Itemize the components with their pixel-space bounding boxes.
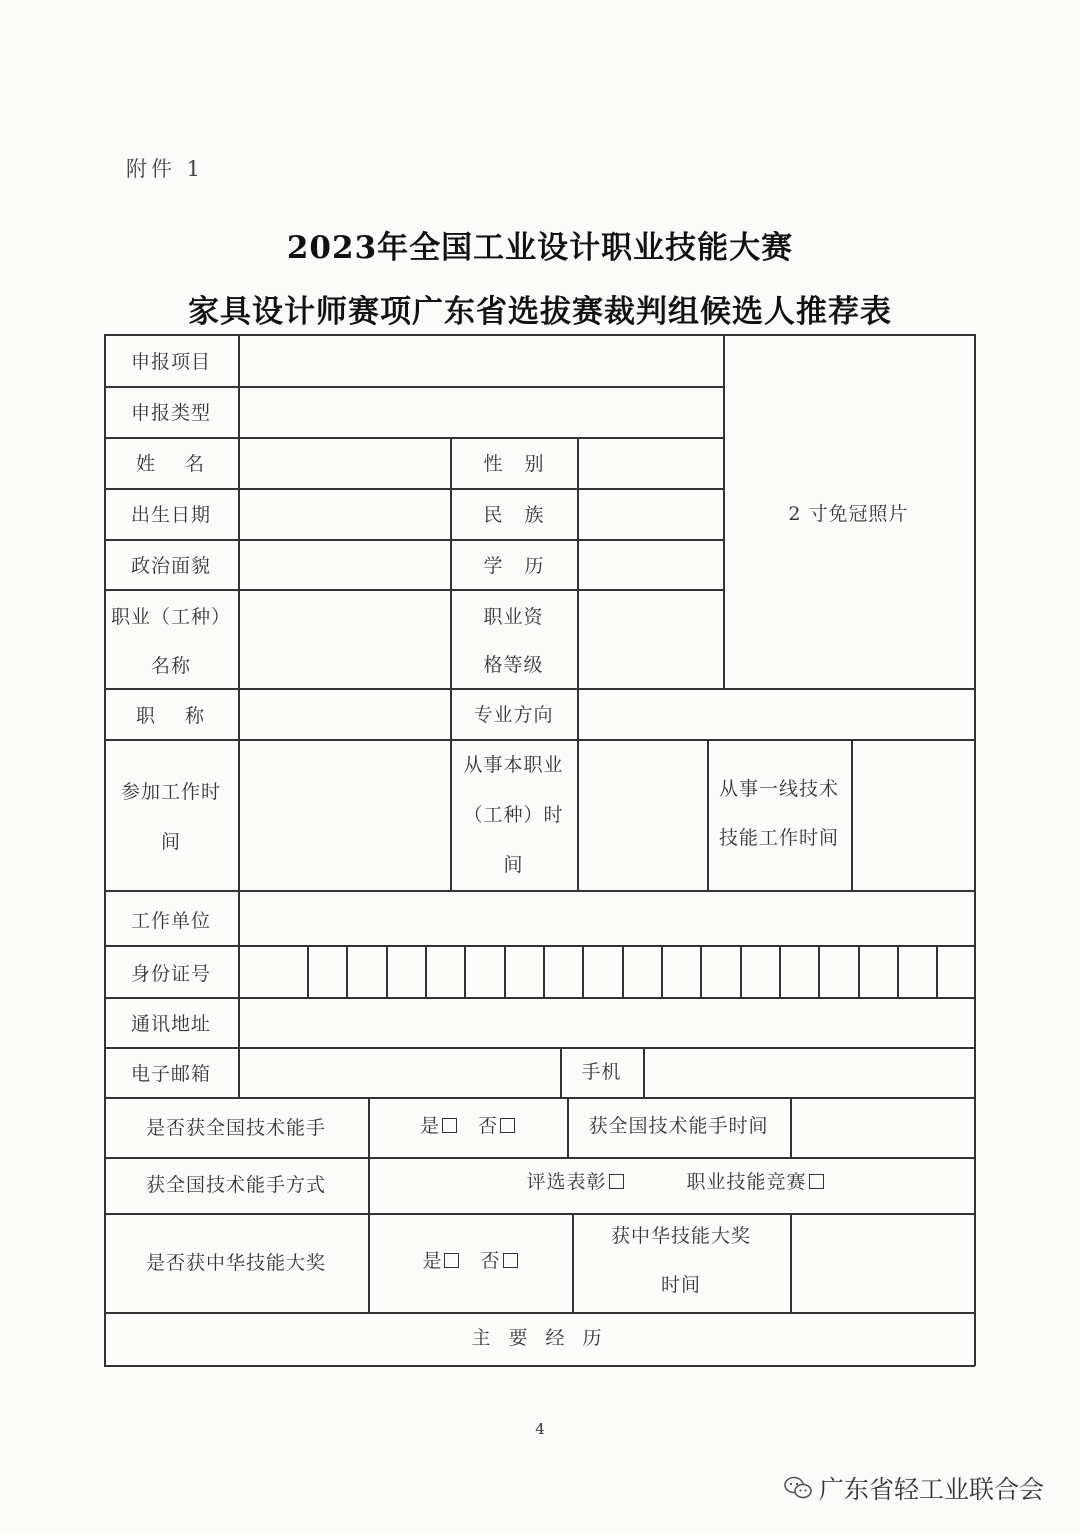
label-main-experience: 主 要 经 历 <box>471 1327 608 1349</box>
document-title-line-1: 2023年全国工业设计职业技能大赛 <box>286 230 794 266</box>
watermark-text: 广东省轻工业联合会 <box>818 1475 1044 1504</box>
national-expert-choice <box>368 1102 567 1150</box>
label-birth-date: 出生日期 <box>130 504 211 526</box>
grid-line <box>582 945 584 997</box>
grid-line <box>104 334 975 336</box>
label-frontline-line-2: 技能工作时间 <box>718 827 839 849</box>
label-employer: 工作单位 <box>130 910 211 932</box>
method-selection-checkbox[interactable] <box>609 1174 624 1189</box>
label-gender: 性别 <box>483 453 566 475</box>
grid-line <box>661 945 663 997</box>
grid-line <box>104 437 724 439</box>
label-id-number: 身份证号 <box>130 963 211 985</box>
grid-line <box>346 945 348 997</box>
label-china-award-time-line-1: 获中华技能大奖 <box>610 1225 751 1247</box>
wechat-icon <box>783 1475 813 1507</box>
label-occupation-line-2: 名称 <box>150 655 191 677</box>
label-occupation-time-line-2: （工种）时 <box>463 804 564 826</box>
label-china-award-time-line-2: 时间 <box>660 1274 701 1296</box>
label-title-rank: 职称 <box>135 705 234 727</box>
label-apply-item: 申报项目 <box>130 351 211 373</box>
label-qualification-line-2: 格等级 <box>483 654 544 676</box>
grid-line <box>307 945 309 997</box>
method-competition-label: 职业技能竞赛 <box>686 1171 807 1193</box>
label-education: 学历 <box>483 555 566 577</box>
grid-line <box>897 945 899 997</box>
label-mobile: 手机 <box>581 1061 622 1083</box>
yes-label: 是 <box>419 1115 440 1137</box>
grid-line <box>104 1213 975 1215</box>
grid-line <box>104 945 975 947</box>
label-apply-type: 申报类型 <box>130 402 211 424</box>
no-label: 否 <box>480 1250 501 1272</box>
yes-label: 是 <box>422 1250 443 1272</box>
no-label: 否 <box>478 1115 499 1137</box>
grid-line <box>543 945 545 997</box>
grid-line <box>622 945 624 997</box>
label-work-start-line-1: 参加工作时 <box>120 781 221 803</box>
yes-checkbox[interactable] <box>442 1118 457 1133</box>
watermark <box>783 1470 1044 1507</box>
grid-line <box>104 1365 975 1367</box>
grid-line <box>464 945 466 997</box>
label-occupation-line-1: 职业（工种） <box>110 606 231 628</box>
grid-line <box>818 945 820 997</box>
grid-line <box>104 488 724 490</box>
label-national-expert-time: 获全国技术能手时间 <box>588 1115 769 1137</box>
method-competition-option <box>680 1158 830 1206</box>
grid-line <box>386 945 388 997</box>
label-frontline-line-1: 从事一线技术 <box>718 778 839 800</box>
label-occupation-time-line-3: 间 <box>503 854 524 876</box>
grid-line <box>858 945 860 997</box>
label-address: 通讯地址 <box>130 1013 211 1035</box>
grid-line <box>779 945 781 997</box>
label-qualification-line-1: 职业资 <box>483 606 544 628</box>
method-selection-label: 评选表彰 <box>526 1171 607 1193</box>
grid-line <box>936 945 938 997</box>
label-email: 电子邮箱 <box>130 1063 211 1085</box>
document-title-line-2: 家具设计师赛项广东省选拔赛裁判组候选人推荐表 <box>188 294 892 330</box>
label-work-start-line-2: 间 <box>160 831 181 853</box>
grid-line <box>974 334 976 1366</box>
page-number: 4 <box>535 1420 545 1438</box>
label-specialty: 专业方向 <box>473 704 554 726</box>
label-political-status: 政治面貌 <box>130 555 211 577</box>
grid-line <box>425 945 427 997</box>
label-china-award: 是否获中华技能大奖 <box>145 1252 326 1274</box>
grid-line <box>851 739 853 890</box>
grid-line <box>643 1047 645 1097</box>
label-national-expert-method: 获全国技术能手方式 <box>145 1174 326 1196</box>
grid-line <box>104 539 724 541</box>
china-award-choice <box>368 1237 572 1285</box>
grid-line <box>740 945 742 997</box>
label-national-expert: 是否获全国技术能手 <box>145 1117 326 1139</box>
label-ethnicity: 民族 <box>483 504 566 526</box>
method-competition-checkbox[interactable] <box>809 1174 824 1189</box>
yes-checkbox[interactable] <box>444 1253 459 1268</box>
grid-line <box>504 945 506 997</box>
no-checkbox[interactable] <box>503 1253 518 1268</box>
label-occupation-time-line-1: 从事本职业 <box>463 754 564 776</box>
attachment-label: 附件 1 <box>126 157 205 181</box>
method-selection-option <box>520 1158 630 1206</box>
photo-placeholder: 2 寸免冠照片 <box>788 503 909 525</box>
grid-line <box>104 890 975 892</box>
grid-line <box>790 1213 792 1312</box>
no-checkbox[interactable] <box>500 1118 515 1133</box>
label-name: 姓名 <box>135 453 234 475</box>
grid-line <box>104 386 724 388</box>
grid-line <box>790 1097 792 1157</box>
grid-line <box>700 945 702 997</box>
